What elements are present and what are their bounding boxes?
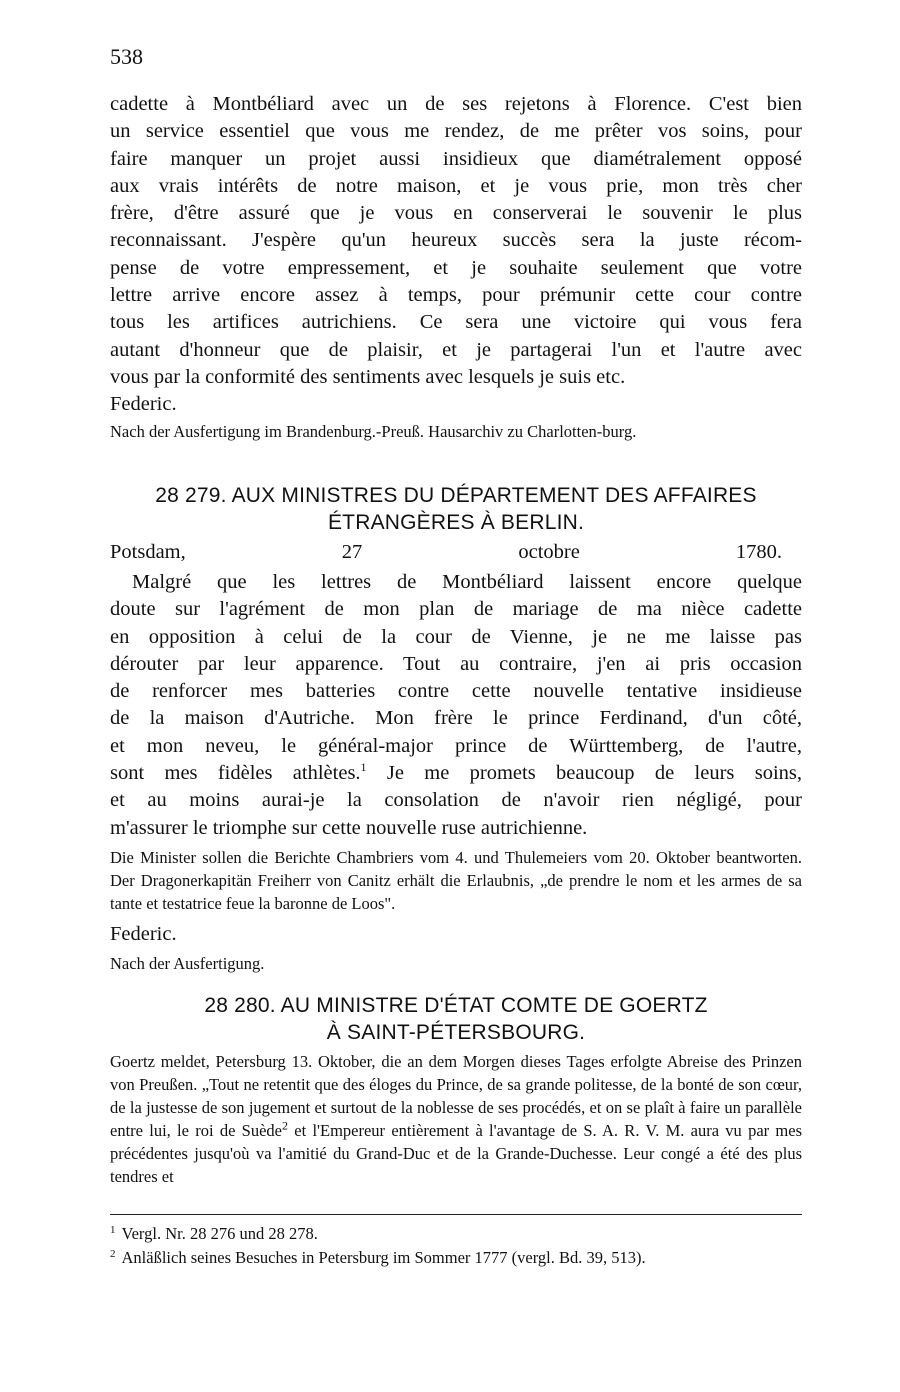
text-line: un service essentiel que vous me rendez, de me prêter vos soins, pour — [110, 120, 802, 143]
text-line: dérouter par leur apparence. Tout au contraire, j'en ai pris occasion — [110, 652, 802, 675]
footnote-ref: 1 — [360, 760, 367, 775]
letter-title-line2: À SAINT-PÉTERSBOURG. — [326, 1021, 586, 1044]
note-text: Goertz meldet, Petersburg 13. Oktober, die an dem Morgen dieses Tages erfolgte Abreise des Prinzen von Preußen. „Tout ne retentit que des éloges du Prince, de sa grande politesse, de la bonté de son cœur, de la justesse de son jugement et surtout de la noblesse de ses procédés, et on se plaît à faire un parallèle entre lui, le roi de Suède — [110, 1052, 802, 1140]
text-segment: Je me promets beaucoup de leurs soins, — [366, 762, 802, 785]
note-text: et l'Empereur entièrement à l'avantage de S. A. R. V. M. aura vu par mes précédentes jusqu'où va l'amitié du Grand-Duc et de la Grande-Duchesse. Leur congé a été des plus tendres et — [110, 1121, 802, 1186]
text-line: Malgré que les lettres de Montbéliard laissent encore quelque — [132, 571, 802, 593]
text-line: m'assurer le triomphe sur cette nouvelle ruse autrichienne. — [110, 816, 588, 839]
source-note: Nach der Ausfertigung im Brandenburg.-Preuß. Hausarchiv zu Charlotten-burg. — [110, 422, 637, 441]
letter-title-line2: ÉTRANGÈRES À BERLIN. — [327, 511, 585, 534]
letter-title: 28 279. AUX MINISTRES DU DÉPARTEMENT DES AFFAIRES — [155, 484, 757, 507]
footnote — [110, 1222, 802, 1246]
text-line: reconnaissant. J'espère qu'un heureux succès sera la juste récom- — [110, 229, 802, 252]
signature: Federic. — [110, 923, 177, 945]
page-number: 538 — [110, 44, 143, 69]
footnote-text: Anläßlich seines Besuches in Petersburg im Sommer 1777 (vergl. Bd. 39, 513). — [121, 1248, 646, 1267]
letter-note — [110, 846, 802, 915]
text-line: aux vrais intérêts de notre maison, et je vous prie, mon très cher — [110, 174, 802, 197]
text-line: cadette à Montbéliard avec un de ses rejetons à Florence. C'est bien — [110, 93, 802, 115]
signature: Federic. — [110, 393, 177, 415]
footnote — [110, 1246, 802, 1270]
footnote-text: Vergl. Nr. 28 276 und 28 278. — [121, 1224, 318, 1243]
letter-paragraph — [110, 569, 802, 842]
footnote-mark: 1 — [110, 1223, 116, 1236]
text-line: pense de votre empressement, et je souhaite seulement que votre — [110, 256, 802, 279]
text-line: doute sur l'agrément de mon plan de mariage de ma nièce cadette — [110, 598, 802, 621]
text-line: lettre arrive encore assez à temps, pour prémunir cette cour contre — [110, 284, 802, 307]
note-text: Die Minister sollen die Berichte Chambriers vom 4. und Thulemeiers vom 20. Oktober beantworten. Der Dragonerkapitän Freiherr von Canitz erhält die Erlaubnis, „de prendre le nom et les armes de sa tante et testatrice feue la baronne de Loos". — [110, 848, 802, 913]
text-line: et mon neveu, le général-major prince de Württemberg, de l'autre, — [110, 734, 802, 757]
footnote-ref: 2 — [282, 1118, 288, 1133]
text-line: et au moins aurai-je la consolation de n'avoir rien négligé, pour — [110, 789, 802, 812]
text-line: faire manquer un projet aussi insidieux que diamétralement opposé — [110, 147, 802, 170]
text-line: en opposition à celui de la cour de Vienne, je ne me laisse pas — [110, 625, 802, 648]
letter-note — [110, 1050, 802, 1188]
text-line: de la maison d'Autriche. Mon frère le prince Ferdinand, d'un côté, — [110, 707, 802, 730]
intro-paragraph — [110, 91, 802, 391]
place-date: Potsdam, 27 octobre 1780. — [110, 541, 782, 563]
footnote-divider — [110, 1214, 802, 1215]
text-segment: sont mes fidèles athlètes. — [110, 762, 361, 785]
letter-title: 28 280. AU MINISTRE D'ÉTAT COMTE DE GOERTZ — [204, 994, 708, 1017]
footnote-mark: 2 — [110, 1247, 116, 1260]
text-line: autant d'honneur que de plaisir, et je partagerai l'un et l'autre avec — [110, 338, 802, 361]
source-note: Nach der Ausfertigung. — [110, 954, 265, 973]
text-line: tous les artifices autrichiens. Ce sera une victoire qui vous fera — [110, 311, 802, 334]
text-line: de renforcer mes batteries contre cette nouvelle tentative insidieuse — [110, 680, 802, 703]
text-line — [110, 760, 802, 787]
text-line: frère, d'être assuré que je vous en conserverai le souvenir le plus — [110, 202, 802, 225]
text-line: vous par la conformité des sentiments avec lesquels je suis etc. — [110, 365, 626, 388]
